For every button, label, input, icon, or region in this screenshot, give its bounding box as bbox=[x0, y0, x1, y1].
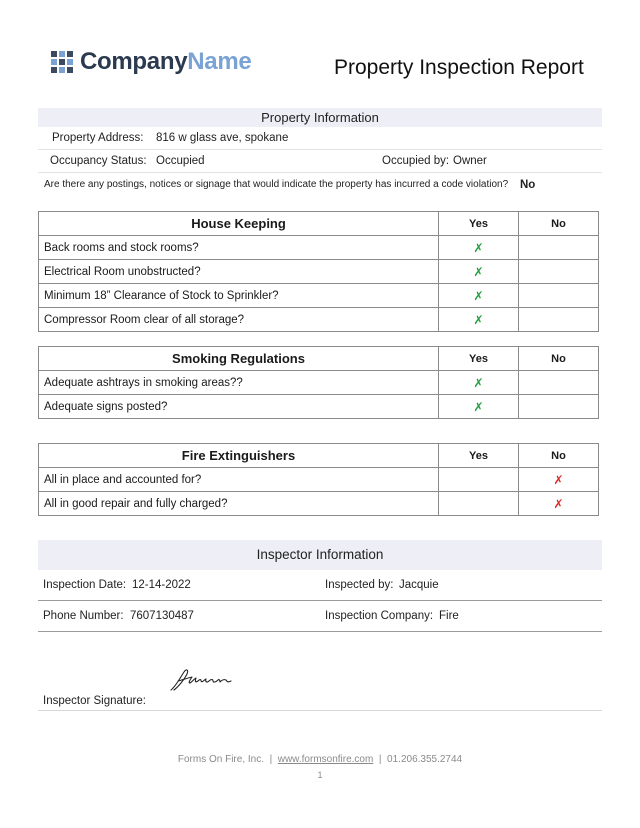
phone-value: 7607130487 bbox=[130, 610, 194, 622]
question: Electrical Room unobstructed? bbox=[39, 260, 439, 284]
yes-mark: ✗ bbox=[439, 308, 519, 332]
yes-mark bbox=[439, 468, 519, 492]
smoking-regulations-table bbox=[38, 346, 599, 419]
logo-grid-icon bbox=[51, 51, 73, 73]
table-row bbox=[39, 492, 599, 516]
signature-row bbox=[38, 680, 602, 711]
inspection-date-label: Inspection Date: bbox=[43, 579, 127, 591]
yes-mark: ✗ bbox=[439, 260, 519, 284]
table-row bbox=[39, 371, 599, 395]
yes-mark: ✗ bbox=[439, 371, 519, 395]
no-mark bbox=[519, 308, 599, 332]
inspection-date-row bbox=[38, 572, 602, 601]
occupancy-label: Occupancy Status: bbox=[50, 155, 147, 167]
no-header: No bbox=[519, 444, 599, 468]
section-title: House Keeping bbox=[39, 212, 439, 236]
logo-text: CompanyName bbox=[80, 48, 252, 75]
section-title: Smoking Regulations bbox=[39, 347, 439, 371]
inspection-date-value: 12-14-2022 bbox=[132, 579, 191, 591]
occupied-by-value: Owner bbox=[453, 155, 487, 167]
logo-grid-square bbox=[51, 51, 57, 57]
footer bbox=[0, 754, 640, 765]
page-number: 1 bbox=[317, 770, 323, 780]
question: Back rooms and stock rooms? bbox=[39, 236, 439, 260]
question: Adequate signs posted? bbox=[39, 395, 439, 419]
yes-header: Yes bbox=[439, 444, 519, 468]
section-title: Fire Extinguishers bbox=[39, 444, 439, 468]
property-address-row bbox=[38, 127, 602, 150]
no-mark bbox=[519, 395, 599, 419]
phone-row bbox=[38, 601, 602, 632]
question: Adequate ashtrays in smoking areas?? bbox=[39, 371, 439, 395]
yes-header: Yes bbox=[439, 212, 519, 236]
property-address-value: 816 w glass ave, spokane bbox=[156, 132, 289, 144]
no-mark bbox=[519, 371, 599, 395]
no-mark bbox=[519, 284, 599, 308]
inspector-info-heading: Inspector Information bbox=[38, 540, 602, 570]
logo-grid-square bbox=[59, 67, 65, 73]
inspection-company-label: Inspection Company: bbox=[325, 610, 434, 622]
logo-grid-square bbox=[51, 67, 57, 73]
footer-separator: | bbox=[378, 754, 382, 765]
table-row bbox=[39, 236, 599, 260]
yes-header: Yes bbox=[439, 347, 519, 371]
inspected-by-label: Inspected by: bbox=[325, 579, 394, 591]
footer-separator: | bbox=[269, 754, 273, 765]
no-mark: ✗ bbox=[519, 492, 599, 516]
property-address-label: Property Address: bbox=[52, 132, 144, 144]
logo-grid-square bbox=[67, 67, 73, 73]
footer-phone: 01.206.355.2744 bbox=[387, 754, 463, 765]
no-mark bbox=[519, 260, 599, 284]
logo-grid-square bbox=[67, 59, 73, 65]
no-header: No bbox=[519, 347, 599, 371]
violation-row bbox=[38, 173, 602, 197]
yes-mark bbox=[439, 492, 519, 516]
no-mark bbox=[519, 236, 599, 260]
yes-mark: ✗ bbox=[439, 236, 519, 260]
house-keeping-table bbox=[38, 211, 599, 332]
yes-mark: ✗ bbox=[439, 284, 519, 308]
question: All in good repair and fully charged? bbox=[39, 492, 439, 516]
footer-website-link[interactable]: www.formsonfire.com bbox=[277, 754, 374, 765]
table-row bbox=[39, 308, 599, 332]
no-mark: ✗ bbox=[519, 468, 599, 492]
question: Compressor Room clear of all storage? bbox=[39, 308, 439, 332]
occupied-by-label: Occupied by: bbox=[382, 155, 450, 167]
question: All in place and accounted for? bbox=[39, 468, 439, 492]
logo-grid-square bbox=[51, 59, 57, 65]
occupancy-row bbox=[38, 150, 602, 173]
question: Minimum 18” Clearance of Stock to Sprinkler? bbox=[39, 284, 439, 308]
violation-answer: No bbox=[520, 179, 536, 191]
logo-grid-square bbox=[59, 59, 65, 65]
table-row bbox=[39, 468, 599, 492]
table-row bbox=[39, 260, 599, 284]
fire-extinguishers-table bbox=[38, 443, 599, 516]
table-row bbox=[39, 395, 599, 419]
yes-mark: ✗ bbox=[439, 395, 519, 419]
logo-grid-square bbox=[59, 51, 65, 57]
company-logo bbox=[51, 48, 251, 76]
phone-label: Phone Number: bbox=[43, 610, 124, 622]
occupancy-value: Occupied bbox=[156, 155, 205, 167]
violation-question: Are there any postings, notices or signage that would indicate the property has incurred a code violation? bbox=[44, 179, 509, 190]
report-title: Property Inspection Report bbox=[334, 56, 584, 79]
table-row bbox=[39, 284, 599, 308]
inspection-company-value: Fire bbox=[439, 610, 459, 622]
property-info-heading: Property Information bbox=[38, 108, 602, 127]
logo-grid-square bbox=[67, 51, 73, 57]
footer-company: Forms On Fire, Inc. bbox=[177, 754, 264, 765]
inspected-by-value: Jacquie bbox=[399, 579, 439, 591]
no-header: No bbox=[519, 212, 599, 236]
signature-label: Inspector Signature: bbox=[43, 695, 146, 707]
